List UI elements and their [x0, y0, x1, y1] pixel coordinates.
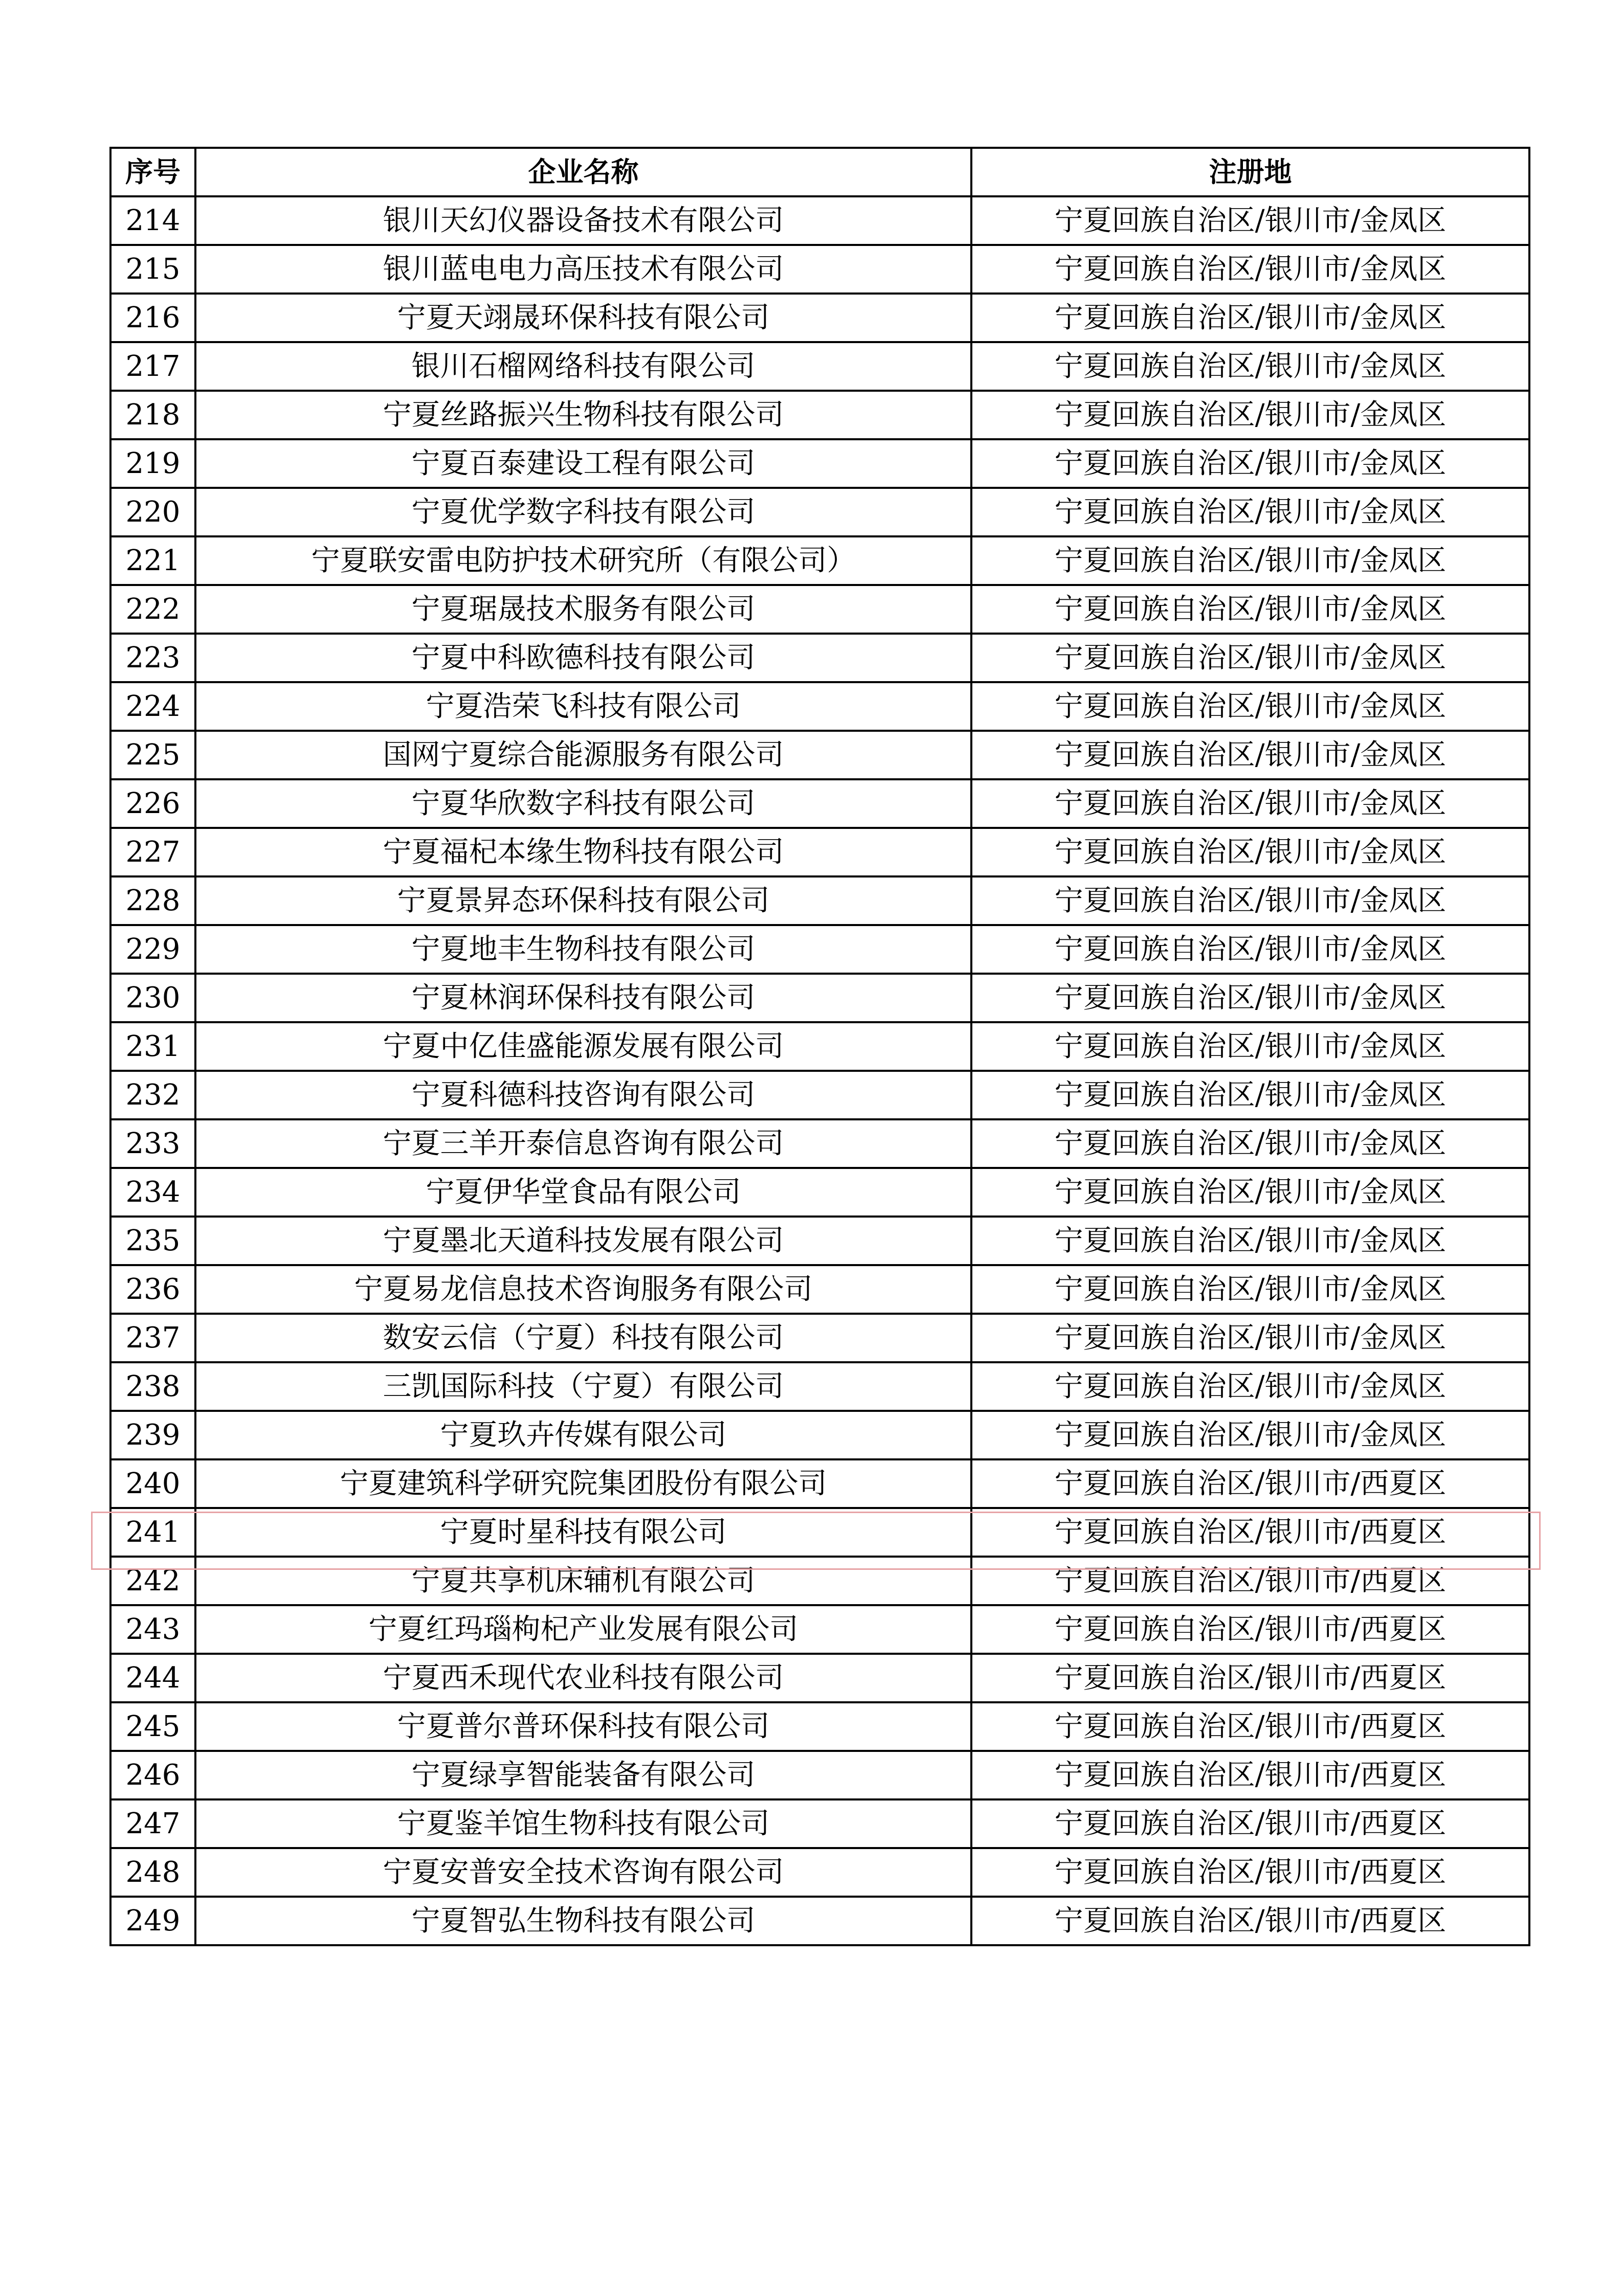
cell-registered-place: 宁夏回族自治区/银川市/金凤区 — [971, 391, 1529, 439]
table-row — [110, 1654, 1529, 1702]
cell-registered-place: 宁夏回族自治区/银川市/金凤区 — [971, 1071, 1529, 1119]
cell-serial-number: 235 — [110, 1217, 195, 1265]
cell-registered-place: 宁夏回族自治区/银川市/金凤区 — [971, 585, 1529, 634]
table-row — [110, 682, 1529, 731]
table-row — [110, 1702, 1529, 1751]
cell-enterprise-name: 宁夏安普安全技术咨询有限公司 — [195, 1848, 971, 1897]
table-row — [110, 1071, 1529, 1119]
cell-enterprise-name: 宁夏地丰生物科技有限公司 — [195, 925, 971, 974]
table-row — [110, 245, 1529, 294]
table-row — [110, 974, 1529, 1022]
cell-enterprise-name: 宁夏中亿佳盛能源发展有限公司 — [195, 1022, 971, 1071]
cell-serial-number: 233 — [110, 1119, 195, 1168]
cell-registered-place: 宁夏回族自治区/银川市/金凤区 — [971, 876, 1529, 925]
cell-registered-place: 宁夏回族自治区/银川市/西夏区 — [971, 1459, 1529, 1508]
cell-serial-number: 241 — [110, 1508, 195, 1557]
cell-enterprise-name: 国网宁夏综合能源服务有限公司 — [195, 731, 971, 779]
cell-registered-place: 宁夏回族自治区/银川市/西夏区 — [971, 1897, 1529, 1945]
table-row — [110, 779, 1529, 828]
cell-enterprise-name: 宁夏墨北天道科技发展有限公司 — [195, 1217, 971, 1265]
cell-enterprise-name: 宁夏伊华堂食品有限公司 — [195, 1168, 971, 1217]
cell-enterprise-name: 银川天幻仪器设备技术有限公司 — [195, 196, 971, 245]
cell-registered-place: 宁夏回族自治区/银川市/西夏区 — [971, 1799, 1529, 1848]
cell-enterprise-name: 宁夏浩荣飞科技有限公司 — [195, 682, 971, 731]
table-row — [110, 1119, 1529, 1168]
cell-serial-number: 229 — [110, 925, 195, 974]
cell-enterprise-name: 宁夏景昇态环保科技有限公司 — [195, 876, 971, 925]
cell-registered-place: 宁夏回族自治区/银川市/西夏区 — [971, 1557, 1529, 1605]
cell-registered-place: 宁夏回族自治区/银川市/金凤区 — [971, 245, 1529, 294]
cell-serial-number: 216 — [110, 294, 195, 342]
table-row — [110, 1314, 1529, 1362]
cell-enterprise-name: 数安云信（宁夏）科技有限公司 — [195, 1314, 971, 1362]
cell-serial-number: 245 — [110, 1702, 195, 1751]
cell-serial-number: 215 — [110, 245, 195, 294]
cell-serial-number: 249 — [110, 1897, 195, 1945]
cell-enterprise-name: 宁夏智弘生物科技有限公司 — [195, 1897, 971, 1945]
table-row — [110, 536, 1529, 585]
table-row — [110, 1362, 1529, 1411]
cell-registered-place: 宁夏回族自治区/银川市/金凤区 — [971, 342, 1529, 391]
cell-enterprise-name: 宁夏天翊晟环保科技有限公司 — [195, 294, 971, 342]
cell-serial-number: 243 — [110, 1605, 195, 1654]
cell-enterprise-name: 银川蓝电电力高压技术有限公司 — [195, 245, 971, 294]
table-row — [110, 731, 1529, 779]
cell-serial-number: 234 — [110, 1168, 195, 1217]
cell-enterprise-name: 宁夏易龙信息技术咨询服务有限公司 — [195, 1265, 971, 1314]
cell-enterprise-name: 宁夏琚晟技术服务有限公司 — [195, 585, 971, 634]
cell-enterprise-name: 宁夏联安雷电防护技术研究所（有限公司） — [195, 536, 971, 585]
table-row — [110, 1897, 1529, 1945]
table-row — [110, 828, 1529, 876]
cell-registered-place: 宁夏回族自治区/银川市/西夏区 — [971, 1654, 1529, 1702]
cell-registered-place: 宁夏回族自治区/银川市/金凤区 — [971, 536, 1529, 585]
cell-enterprise-name: 宁夏建筑科学研究院集团股份有限公司 — [195, 1459, 971, 1508]
cell-enterprise-name: 宁夏百泰建设工程有限公司 — [195, 439, 971, 488]
cell-enterprise-name: 宁夏三羊开泰信息咨询有限公司 — [195, 1119, 971, 1168]
cell-registered-place: 宁夏回族自治区/银川市/金凤区 — [971, 779, 1529, 828]
cell-registered-place: 宁夏回族自治区/银川市/金凤区 — [971, 196, 1529, 245]
cell-serial-number: 236 — [110, 1265, 195, 1314]
table-row — [110, 1217, 1529, 1265]
table-row — [110, 1022, 1529, 1071]
cell-serial-number: 226 — [110, 779, 195, 828]
cell-serial-number: 218 — [110, 391, 195, 439]
cell-enterprise-name: 宁夏福杞本缘生物科技有限公司 — [195, 828, 971, 876]
table-row — [110, 1605, 1529, 1654]
cell-registered-place: 宁夏回族自治区/银川市/西夏区 — [971, 1605, 1529, 1654]
cell-serial-number: 246 — [110, 1751, 195, 1799]
cell-serial-number: 247 — [110, 1799, 195, 1848]
cell-serial-number: 224 — [110, 682, 195, 731]
cell-registered-place: 宁夏回族自治区/银川市/金凤区 — [971, 828, 1529, 876]
cell-enterprise-name: 宁夏林润环保科技有限公司 — [195, 974, 971, 1022]
header-row — [110, 148, 1529, 196]
table-row — [110, 1751, 1529, 1799]
table-row — [110, 391, 1529, 439]
table-row — [110, 876, 1529, 925]
cell-registered-place: 宁夏回族自治区/银川市/西夏区 — [971, 1848, 1529, 1897]
cell-registered-place: 宁夏回族自治区/银川市/金凤区 — [971, 682, 1529, 731]
cell-registered-place: 宁夏回族自治区/银川市/西夏区 — [971, 1751, 1529, 1799]
table-row — [110, 196, 1529, 245]
table-row — [110, 439, 1529, 488]
cell-serial-number: 231 — [110, 1022, 195, 1071]
enterprise-table — [109, 147, 1530, 1946]
cell-enterprise-name: 宁夏玖卉传媒有限公司 — [195, 1411, 971, 1459]
cell-registered-place: 宁夏回族自治区/银川市/西夏区 — [971, 1702, 1529, 1751]
cell-enterprise-name: 宁夏华欣数字科技有限公司 — [195, 779, 971, 828]
cell-registered-place: 宁夏回族自治区/银川市/金凤区 — [971, 974, 1529, 1022]
cell-registered-place: 宁夏回族自治区/银川市/金凤区 — [971, 488, 1529, 536]
table-row — [110, 1168, 1529, 1217]
table-row — [110, 585, 1529, 634]
cell-serial-number: 240 — [110, 1459, 195, 1508]
cell-serial-number: 222 — [110, 585, 195, 634]
table-row — [110, 1848, 1529, 1897]
cell-enterprise-name: 银川石榴网络科技有限公司 — [195, 342, 971, 391]
table-header — [110, 148, 1529, 196]
table-row — [110, 1265, 1529, 1314]
cell-registered-place: 宁夏回族自治区/银川市/金凤区 — [971, 634, 1529, 682]
cell-serial-number: 227 — [110, 828, 195, 876]
table-row — [110, 1411, 1529, 1459]
table-row — [110, 342, 1529, 391]
cell-serial-number: 232 — [110, 1071, 195, 1119]
cell-serial-number: 237 — [110, 1314, 195, 1362]
cell-enterprise-name: 宁夏共享机床辅机有限公司 — [195, 1557, 971, 1605]
table-row — [110, 1459, 1529, 1508]
table-row — [110, 488, 1529, 536]
cell-registered-place: 宁夏回族自治区/银川市/金凤区 — [971, 1168, 1529, 1217]
cell-serial-number: 217 — [110, 342, 195, 391]
cell-registered-place: 宁夏回族自治区/银川市/金凤区 — [971, 1217, 1529, 1265]
table-row — [110, 925, 1529, 974]
cell-registered-place: 宁夏回族自治区/银川市/金凤区 — [971, 294, 1529, 342]
cell-enterprise-name: 三凯国际科技（宁夏）有限公司 — [195, 1362, 971, 1411]
header-serial-number: 序号 — [110, 148, 195, 196]
cell-enterprise-name: 宁夏科德科技咨询有限公司 — [195, 1071, 971, 1119]
cell-enterprise-name: 宁夏时星科技有限公司 — [195, 1508, 971, 1557]
cell-registered-place: 宁夏回族自治区/银川市/金凤区 — [971, 439, 1529, 488]
cell-registered-place: 宁夏回族自治区/银川市/金凤区 — [971, 1022, 1529, 1071]
cell-serial-number: 219 — [110, 439, 195, 488]
cell-enterprise-name: 宁夏红玛瑙枸杞产业发展有限公司 — [195, 1605, 971, 1654]
table-row — [110, 294, 1529, 342]
cell-enterprise-name: 宁夏优学数字科技有限公司 — [195, 488, 971, 536]
header-enterprise-name: 企业名称 — [195, 148, 971, 196]
cell-enterprise-name: 宁夏绿享智能装备有限公司 — [195, 1751, 971, 1799]
table-row — [110, 634, 1529, 682]
cell-serial-number: 221 — [110, 536, 195, 585]
cell-enterprise-name: 宁夏丝路振兴生物科技有限公司 — [195, 391, 971, 439]
cell-registered-place: 宁夏回族自治区/银川市/金凤区 — [971, 1265, 1529, 1314]
cell-enterprise-name: 宁夏西禾现代农业科技有限公司 — [195, 1654, 971, 1702]
cell-serial-number: 244 — [110, 1654, 195, 1702]
cell-registered-place: 宁夏回族自治区/银川市/金凤区 — [971, 1119, 1529, 1168]
cell-serial-number: 223 — [110, 634, 195, 682]
cell-serial-number: 228 — [110, 876, 195, 925]
table-row — [110, 1508, 1529, 1557]
table-row — [110, 1557, 1529, 1605]
cell-serial-number: 230 — [110, 974, 195, 1022]
header-registered-place: 注册地 — [971, 148, 1529, 196]
table-row — [110, 1799, 1529, 1848]
cell-serial-number: 214 — [110, 196, 195, 245]
cell-enterprise-name: 宁夏普尔普环保科技有限公司 — [195, 1702, 971, 1751]
cell-serial-number: 238 — [110, 1362, 195, 1411]
cell-registered-place: 宁夏回族自治区/银川市/金凤区 — [971, 1362, 1529, 1411]
cell-serial-number: 248 — [110, 1848, 195, 1897]
cell-serial-number: 225 — [110, 731, 195, 779]
cell-registered-place: 宁夏回族自治区/银川市/金凤区 — [971, 925, 1529, 974]
cell-enterprise-name: 宁夏鉴羊馆生物科技有限公司 — [195, 1799, 971, 1848]
table-body — [110, 196, 1529, 1945]
cell-registered-place: 宁夏回族自治区/银川市/金凤区 — [971, 1314, 1529, 1362]
cell-registered-place: 宁夏回族自治区/银川市/金凤区 — [971, 731, 1529, 779]
cell-serial-number: 220 — [110, 488, 195, 536]
cell-serial-number: 242 — [110, 1557, 195, 1605]
cell-enterprise-name: 宁夏中科欧德科技有限公司 — [195, 634, 971, 682]
cell-serial-number: 239 — [110, 1411, 195, 1459]
cell-registered-place: 宁夏回族自治区/银川市/西夏区 — [971, 1508, 1529, 1557]
cell-registered-place: 宁夏回族自治区/银川市/金凤区 — [971, 1411, 1529, 1459]
